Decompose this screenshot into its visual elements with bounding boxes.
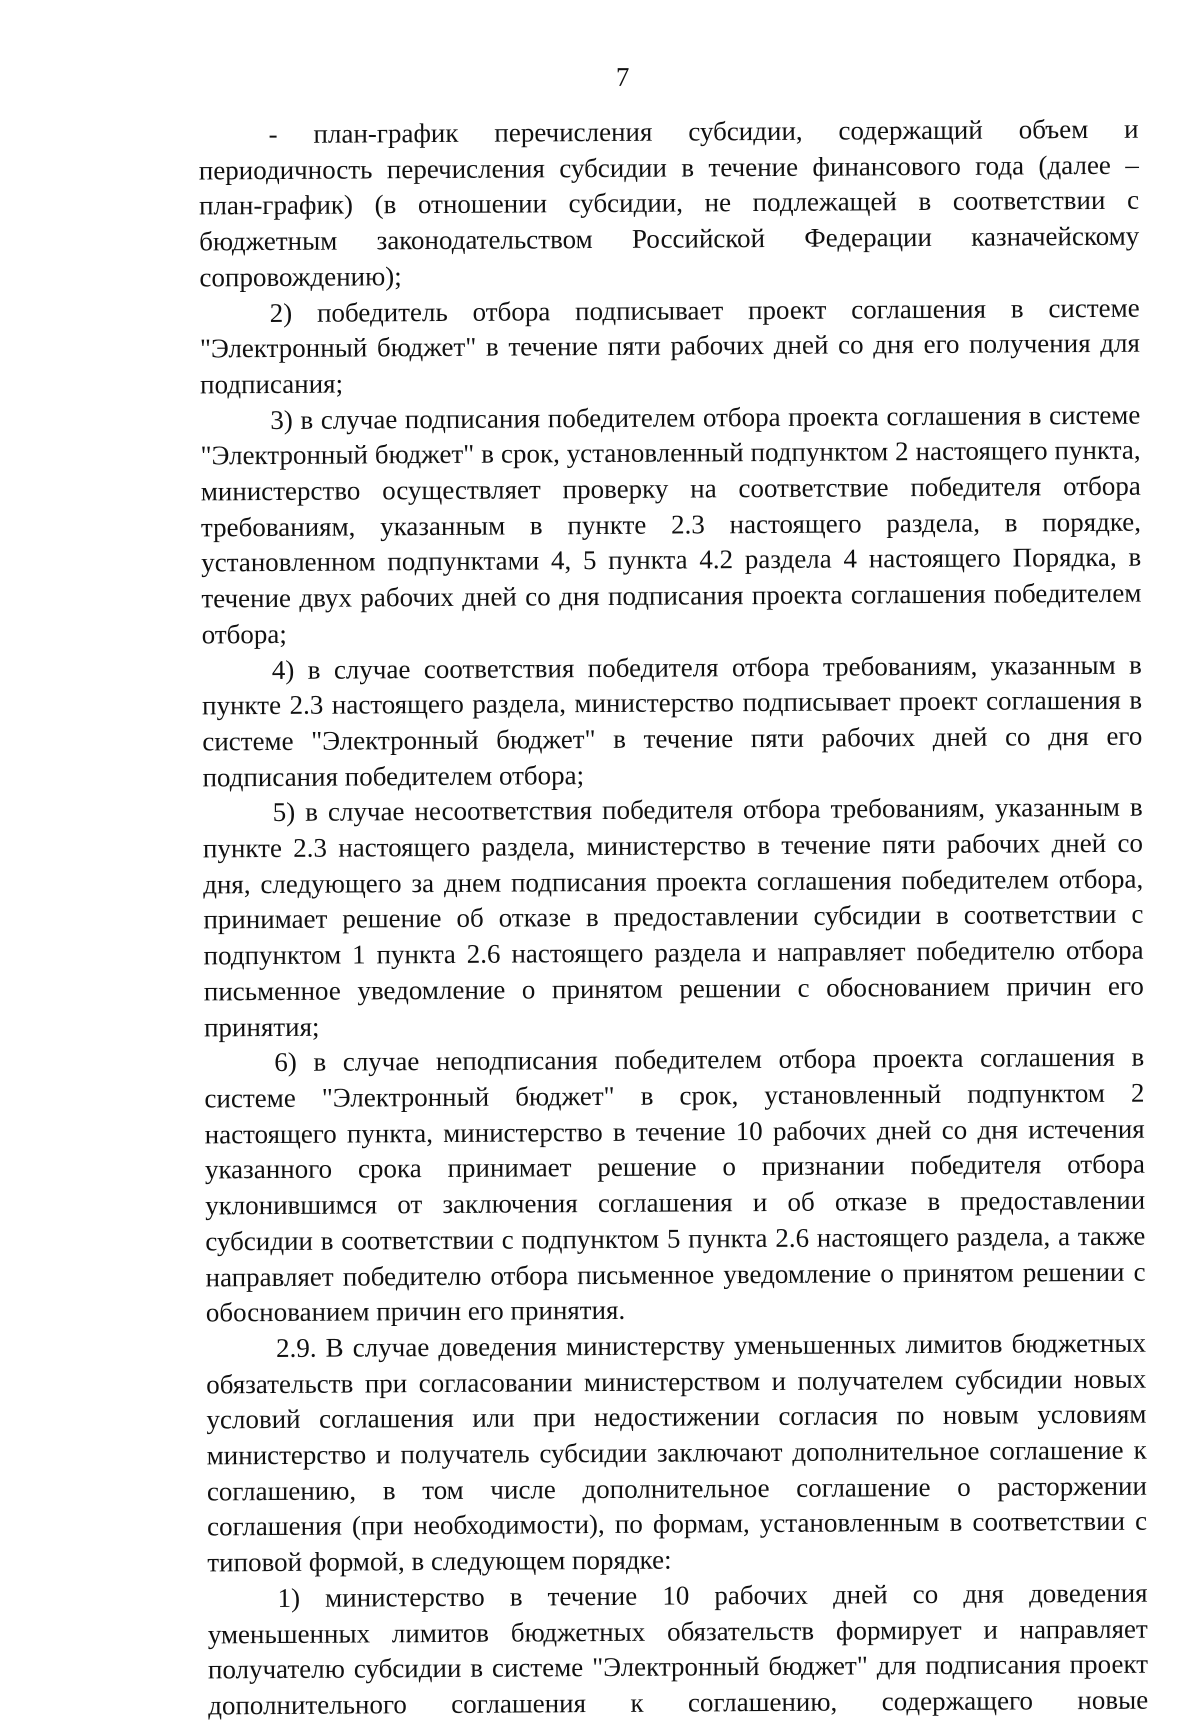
paragraph-item-3: 3) в случае подписания победителем отбора проекта соглашения в системе "Электронный бюджет" в срок, установленный подпунктом 2 настоящего пункта, министерство осуществляет проверку на соответствие победителя отбора требованиям, указанным в пункте 2.3 настоящего раздела, в порядке, установленном подпунктами 4, 5 пункта 4.2 раздела 4 настоящего Порядка, в течение двух рабочих дней со дня подписания проекта соглашения победителем отбора;	[200, 399, 1142, 650]
paragraph-item-4: 4) в случае соответствия победителя отбора требованиям, указанным в пункте 2.3 настоящего раздела, министерство подписывает проект соглашения в системе "Электронный бюджет" в течение пяти рабочих дней со дня его подписания победителем отбора;	[201, 649, 1143, 793]
page-number: 7	[615, 61, 630, 92]
document-body	[198, 112, 1148, 1724]
paragraph-section-2-9: 2.9. В случае доведения министерству уменьшенных лимитов бюджетных обязательств при согласовании министерством и получателем субсидии новых условий соглашения или при недостижении согласия по новым условиям министерство и получатель субсидии заключают дополнительное соглашение к соглашению, в том числе дополнительное соглашение о расторжении соглашения (при необходимости), по формам, установленным в соответствии с типовой формой, в следующем порядке:	[206, 1327, 1148, 1578]
paragraph-item-5: 5) в случае несоответствия победителя отбора требованиям, указанным в пункте 2.3 настоящего раздела, министерство в течение пяти рабочих дней со дня, следующего за днем подписания проекта соглашения победителем отбора, принимает решение об отказе в предоставлении субсидии в соответствии с подпунктом 1 пункта 2.6 настоящего раздела и направляет победителю отбора письменное уведомление о принятом решении с обоснованием причин его принятия;	[202, 792, 1144, 1042]
paragraph-section-2-9-item-1: 1) министерство в течение 10 рабочих дней со дня доведения уменьшенных лимитов бюджетных обязательств формирует и направляет получателю субсидии в системе "Электронный бюджет" для подписания проект дополнительного соглашения к соглашению, содержащего новые	[207, 1577, 1149, 1721]
paragraph-payment-schedule: - план-график перечисления субсидии, содержащий объем и периодичность перечисления субсидии в течение финансового года (далее – план-график) (в отношении субсидии, не подлежащей в соответствии с бюджетным законодательством Российской Федерации казначейскому сопровождению);	[198, 113, 1140, 293]
paragraph-item-6: 6) в случае неподписания победителем отбора проекта соглашения в системе "Электронный бюджет" в срок, установленный подпунктом 2 настоящего пункта, министерство в течение 10 рабочих дней со дня истечения указанного срока принимает решение о признании победителя отбора уклонившимся от заключения соглашения и об отказе в предоставлении субсидии в соответствии с подпунктом 5 пункта 2.6 настоящего раздела, а также направляет победителю отбора письменное уведомление о принятом решении с обоснованием причин его принятия.	[204, 1041, 1146, 1328]
paragraph-item-2: 2) победитель отбора подписывает проект соглашения в системе "Электронный бюджет" в течение пяти рабочих дней со дня его получения для подписания;	[199, 292, 1140, 400]
